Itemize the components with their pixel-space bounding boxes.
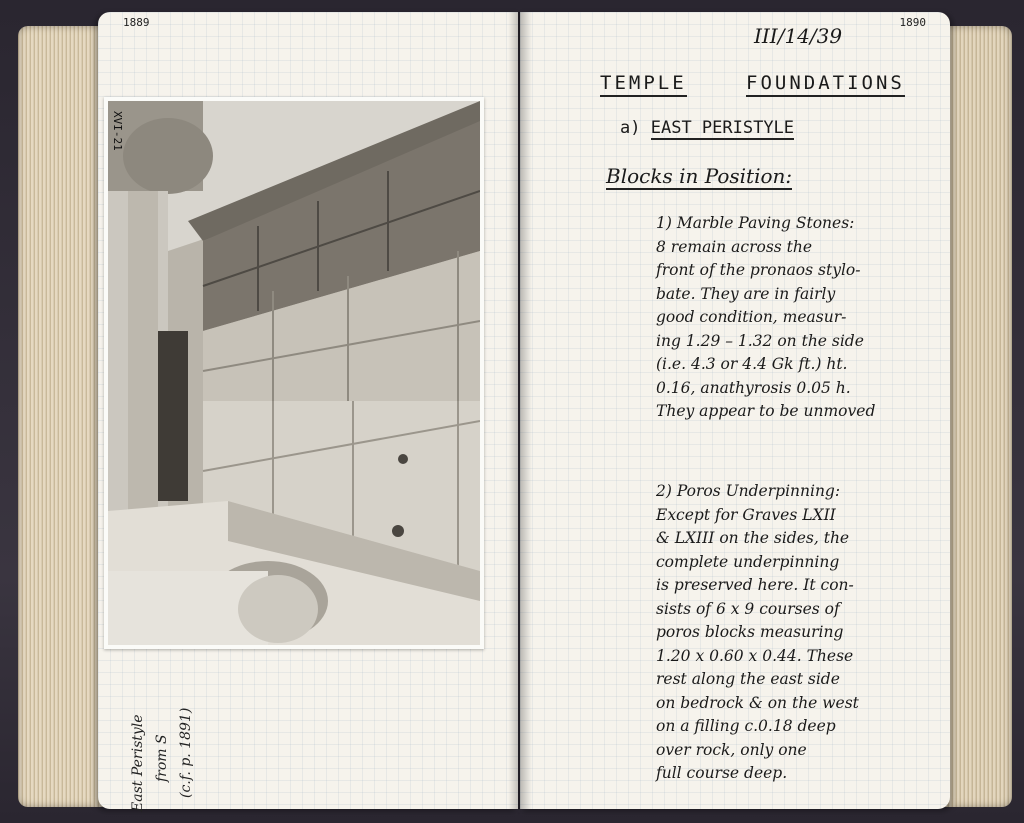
paragraph-poros-underpinning [656,480,956,786]
note-line: sists of 6 x 9 courses of [656,599,840,618]
note-line: Except for Graves LXII [656,505,836,524]
note-line: 0.16, anathyrosis 0.05 h. [656,378,851,397]
photograph-east-peristyle [108,101,480,645]
section-prefix: a) [620,118,641,138]
photo-image [108,101,480,645]
note-line: 1.20 x 0.60 x 0.44. These [656,646,854,665]
photo-side-label [110,111,124,171]
section-label: EAST PERISTYLE [650,118,795,138]
note-line: ing 1.29 – 1.32 on the side [656,331,864,350]
left-page-number: 1889 [123,16,150,29]
page-title-temple: TEMPLE [600,72,687,97]
page-title-foundations: FOUNDATIONS [746,72,905,97]
photo-side-label-text: XVI-21 [111,111,124,151]
note-line: 2) Poros Underpinning: [656,482,841,500]
note-line: bate. They are in fairly [656,284,836,303]
note-line: (i.e. 4.3 or 4.4 Gk ft.) ht. [656,355,848,373]
note-line: on bedrock & on the west [656,693,859,712]
photo-print [104,97,484,649]
right-page [520,12,950,809]
caption-line: (c.f. p. 1891) [178,707,194,798]
note-line: full course deep. [656,764,788,782]
note-line: complete underpinning [656,552,840,571]
note-line: over rock, only one [656,740,807,759]
note-line: 8 remain across the [656,237,813,256]
note-line: poros blocks measuring [656,623,844,641]
caption-line: East Peristyle [130,714,146,812]
photo-caption [118,662,238,812]
note-line: They appear to be unmoved [656,402,876,420]
note-line: 1) Marble Paving Stones: [656,214,855,232]
subheading-blocks-in-position: Blocks in Position: [606,164,793,188]
note-line: is preserved here. It con- [656,576,854,594]
entry-date: III/14/39 [754,24,843,48]
book-gutter [508,12,532,809]
section-heading [620,118,794,138]
note-line: good condition, measur- [656,308,847,326]
caption-line: from S [154,734,170,782]
note-line: & LXIII on the sides, the [656,529,850,547]
right-page-number: 1890 [899,16,926,29]
note-line: on a filling c.0.18 deep [656,717,836,735]
paragraph-marble-paving-stones [656,212,956,424]
note-line: rest along the east side [656,670,840,688]
note-line: front of the pronaos stylo- [656,261,861,279]
left-page [98,12,518,812]
